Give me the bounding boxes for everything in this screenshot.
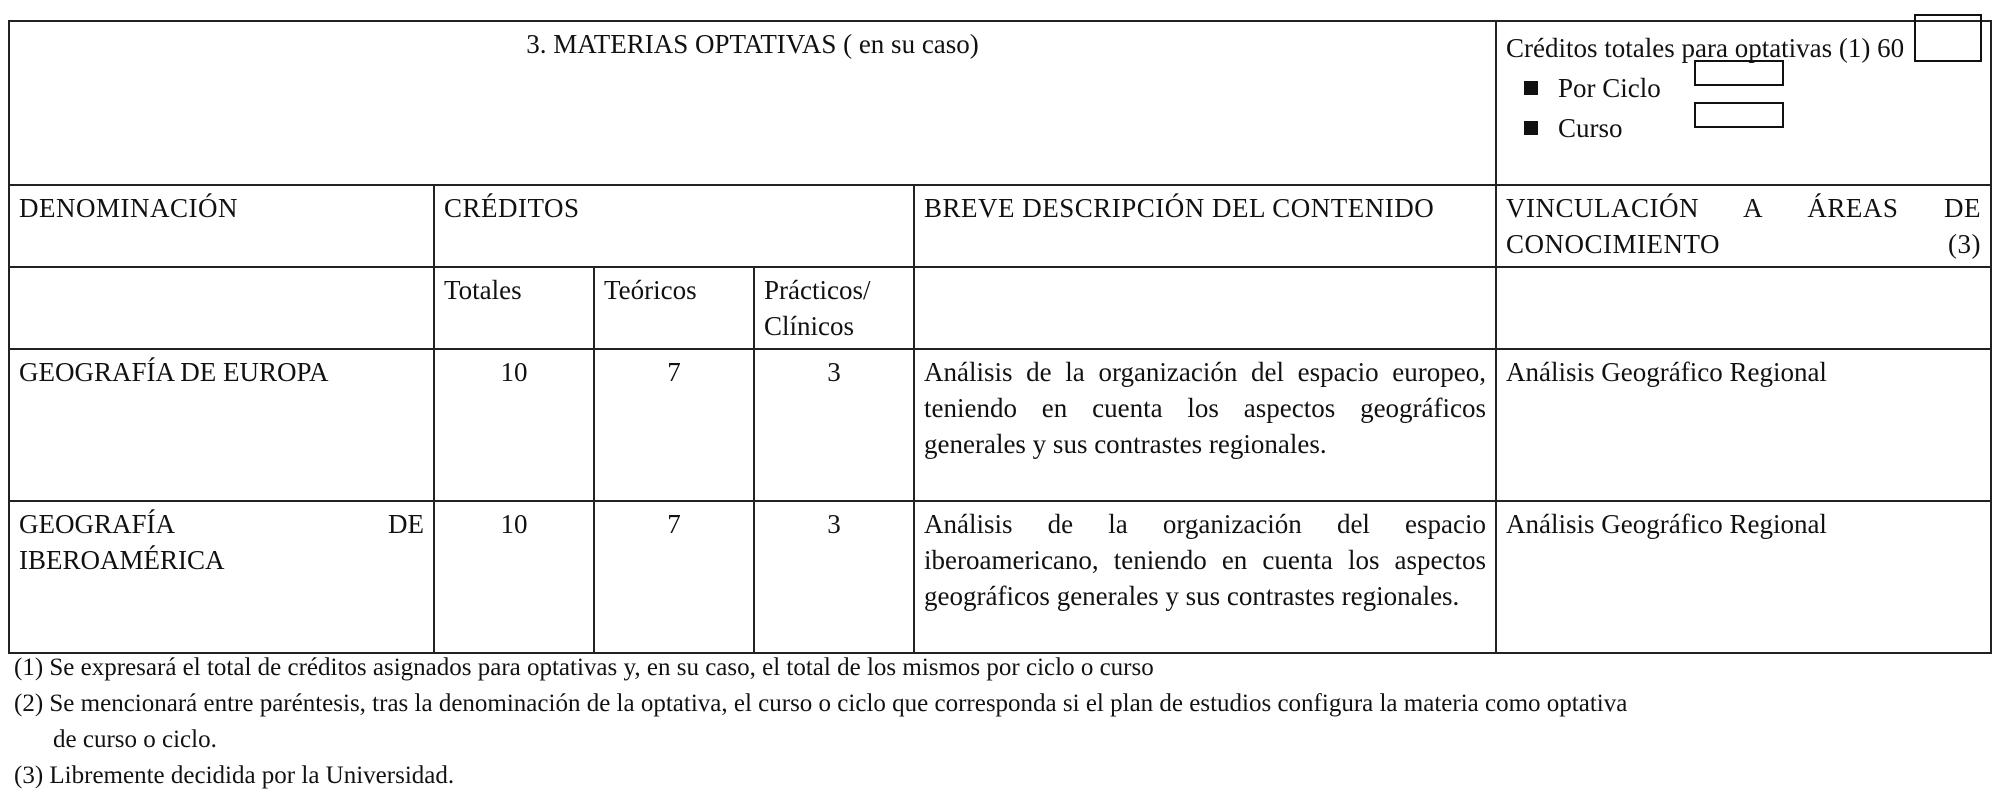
subheader-practicos: Prácticos/ Clínicos bbox=[754, 267, 914, 349]
header-vinculacion: VINCULACIÓN A ÁREAS DE CONOCIMIENTO (3) bbox=[1496, 185, 1991, 267]
row-denominacion: GEOGRAFÍA DE EUROPA bbox=[9, 349, 434, 501]
row-teoricos: 7 bbox=[594, 349, 754, 501]
subheader-row bbox=[9, 267, 1991, 349]
subheader-empty bbox=[1496, 267, 1991, 349]
subheader-teoricos: Teóricos bbox=[594, 267, 754, 349]
total-credits-box bbox=[1914, 14, 1982, 62]
footnote-2-continuation: de curso o ciclo. bbox=[53, 726, 217, 753]
subheader-empty bbox=[914, 267, 1496, 349]
total-credits-value: 60 bbox=[1877, 33, 1905, 63]
footnote-1: (1) Se expresará el total de créditos asignados para optativas y, en su caso, el total de los mismos por ciclo o curso bbox=[14, 654, 1154, 681]
row-totales: 10 bbox=[434, 349, 594, 501]
title-row bbox=[9, 21, 1991, 185]
row-denominacion: GEOGRAFÍA DE IBEROAMÉRICA bbox=[9, 501, 434, 653]
footnote-2: (2) Se mencionará entre paréntesis, tras la denominación de la optativa, el curso o ciclo que corresponda si el plan de estudios configura la materia como optativa bbox=[14, 690, 1628, 717]
table-row bbox=[9, 349, 1991, 501]
credits-panel bbox=[1496, 21, 1991, 185]
row-descripcion: Análisis de la organización del espacio iberoamericano, teniendo en cuenta los aspectos geográficos generales y sus contrastes regionales. bbox=[914, 501, 1496, 653]
optional-subjects-table bbox=[8, 20, 1992, 654]
row-descripcion: Análisis de la organización del espacio europeo, teniendo en cuenta los aspectos geográficos generales y sus contrastes regionales. bbox=[914, 349, 1496, 501]
subheader-totales: Totales bbox=[434, 267, 594, 349]
section-title: 3. MATERIAS OPTATIVAS ( en su caso) bbox=[9, 21, 1496, 185]
table-row bbox=[9, 501, 1991, 653]
square-bullet-icon bbox=[1524, 121, 1538, 135]
header-creditos: CRÉDITOS bbox=[434, 185, 914, 267]
header-row bbox=[9, 185, 1991, 267]
per-course-label: Curso bbox=[1558, 113, 1623, 143]
row-practicos: 3 bbox=[754, 349, 914, 501]
footnotes bbox=[14, 650, 1986, 794]
per-cycle-label: Por Ciclo bbox=[1558, 73, 1661, 103]
per-course-box bbox=[1694, 102, 1784, 128]
row-teoricos: 7 bbox=[594, 501, 754, 653]
subheader-empty bbox=[9, 267, 434, 349]
row-vinculacion: Análisis Geográfico Regional bbox=[1496, 501, 1991, 653]
footnote-3: (3) Libremente decidida por la Universidad. bbox=[14, 762, 455, 789]
square-bullet-icon bbox=[1524, 81, 1538, 95]
header-denominacion: DENOMINACIÓN bbox=[9, 185, 434, 267]
total-credits-label: Créditos totales para optativas (1) bbox=[1506, 33, 1871, 63]
per-cycle-box bbox=[1694, 60, 1784, 86]
row-vinculacion: Análisis Geográfico Regional bbox=[1496, 349, 1991, 501]
row-totales: 10 bbox=[434, 501, 594, 653]
header-descripcion: BREVE DESCRIPCIÓN DEL CONTENIDO bbox=[914, 185, 1496, 267]
row-practicos: 3 bbox=[754, 501, 914, 653]
